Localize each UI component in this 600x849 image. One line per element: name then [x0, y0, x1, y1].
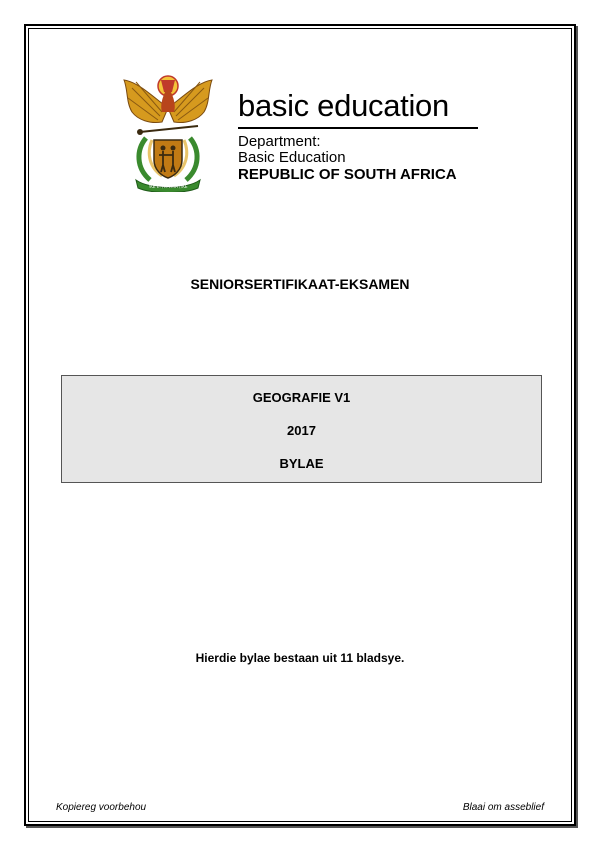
- department-label: Department:: [238, 133, 321, 150]
- footer-turn-page: Blaai om asseblief: [462, 802, 544, 813]
- brand-underline: [238, 127, 478, 129]
- footer-copyright: Kopiereg voorbehou: [56, 802, 147, 813]
- country-name: REPUBLIC OF SOUTH AFRICA: [238, 166, 457, 183]
- svg-text:!KE E: /XARRA //KE: !KE E: /XARRA //KE: [148, 184, 188, 189]
- document-type: BYLAE: [279, 456, 324, 471]
- page-count-note: Hierdie bylae bestaan uit 11 bladsye.: [195, 651, 405, 665]
- south-africa-coat-of-arms-icon: [116, 68, 220, 192]
- brand-title: basic education: [238, 88, 449, 123]
- exam-title: SENIORSERTIFIKAAT-EKSAMEN: [190, 276, 410, 292]
- exam-year: 2017: [287, 423, 316, 438]
- subject-box: [61, 375, 542, 483]
- department-name: Basic Education: [238, 149, 346, 166]
- subject-name: GEOGRAFIE V1: [252, 390, 351, 405]
